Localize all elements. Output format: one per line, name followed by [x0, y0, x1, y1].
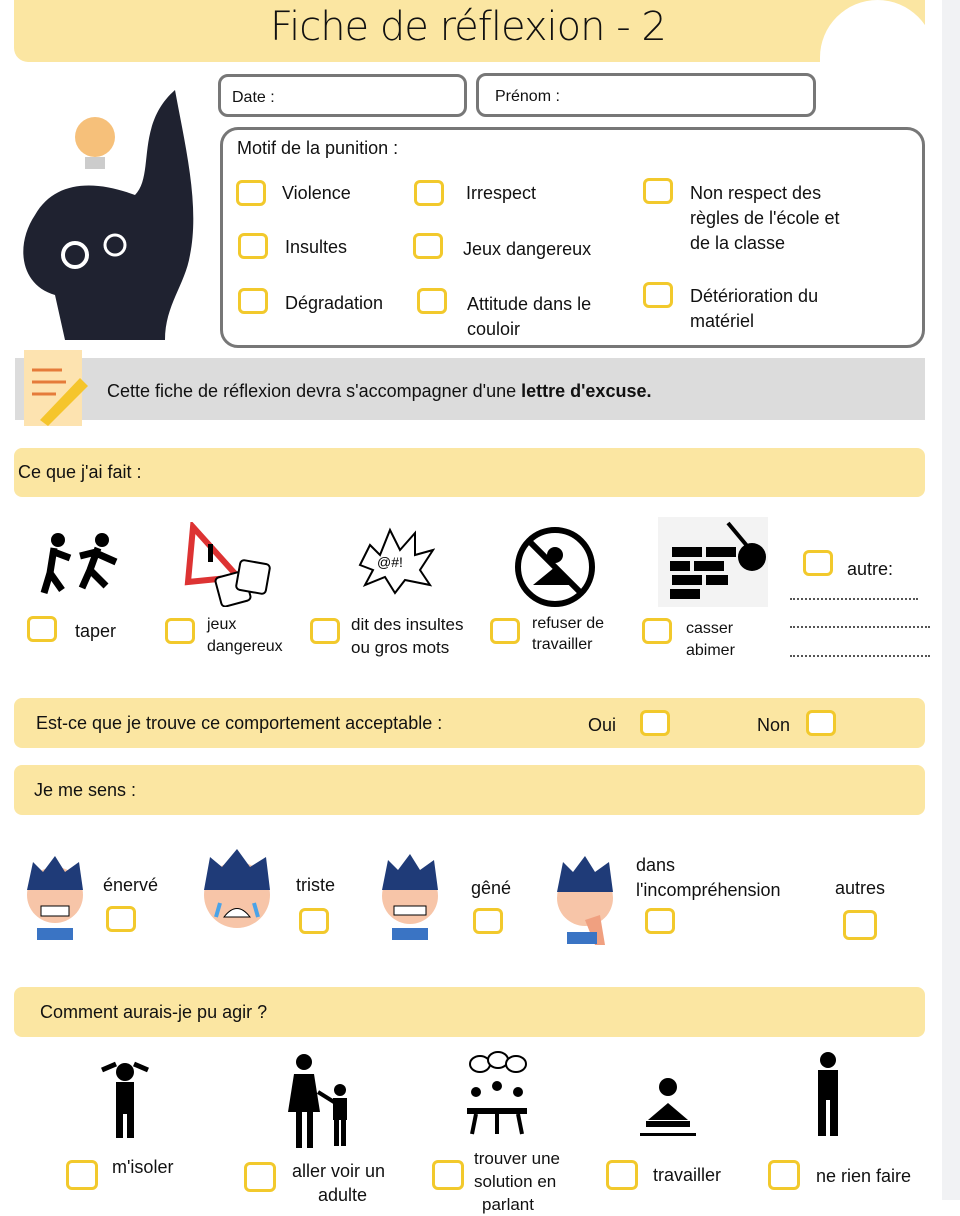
- option-taper: taper: [75, 621, 117, 641]
- option-insultes-1: dit des insultes: [351, 615, 464, 634]
- non-label: Non: [757, 715, 791, 735]
- feel-gene: gêné: [471, 878, 512, 898]
- checkbox-enerve[interactable]: [106, 906, 136, 932]
- autre-line-3[interactable]: [790, 655, 930, 657]
- act-isoler: m'isoler: [112, 1157, 174, 1177]
- checkbox-insultes-done[interactable]: [310, 618, 340, 644]
- act-title: Comment aurais-je pu agir ?: [40, 1001, 268, 1022]
- date-label: Date :: [232, 89, 275, 106]
- checkbox-autres-feel[interactable]: [843, 910, 877, 940]
- hitting-icon: [40, 528, 130, 598]
- option-insultes: Insultes: [285, 237, 348, 257]
- confused-face-icon: [545, 850, 625, 945]
- checkbox-adulte[interactable]: [244, 1162, 276, 1192]
- checkbox-gene[interactable]: [473, 908, 503, 934]
- option-jeux-dangereux: Jeux dangereux: [463, 239, 592, 259]
- page-title: Fiche de réflexion - 2: [270, 4, 666, 50]
- motif-label: Motif de la punition :: [237, 138, 399, 158]
- angry-face-icon: [15, 850, 95, 940]
- option-autre-done: autre:: [847, 559, 894, 579]
- checkbox-isoler[interactable]: [66, 1160, 98, 1190]
- sad-face-icon: [192, 845, 282, 945]
- act-travailler: travailler: [653, 1165, 722, 1185]
- checkbox-taper[interactable]: [27, 616, 57, 642]
- option-violence: Violence: [282, 183, 351, 203]
- option-refuser-2: travailler: [532, 636, 593, 653]
- checkbox-travailler[interactable]: [606, 1160, 638, 1190]
- feel-enerve: énervé: [103, 875, 159, 895]
- feel-title: Je me sens :: [34, 779, 137, 800]
- option-non-respect-1: Non respect des: [690, 183, 822, 203]
- option-refuser-1: refuser de: [532, 615, 605, 632]
- option-casser-2: abimer: [686, 642, 735, 659]
- isolated-person-icon: [98, 1060, 153, 1140]
- checkbox-violence[interactable]: [236, 180, 266, 206]
- act-solution-2: solution en: [474, 1172, 557, 1191]
- feel-incomprehension-1: dans: [636, 855, 676, 875]
- refuse-work-icon: [513, 525, 597, 609]
- checkbox-jeux[interactable]: [165, 618, 195, 644]
- working-person-icon: [638, 1075, 698, 1140]
- act-adulte-1: aller voir un: [292, 1161, 386, 1181]
- checkbox-casser[interactable]: [642, 618, 672, 644]
- acceptable-question: Est-ce que je trouve ce comportement acceptable :: [36, 712, 443, 733]
- standing-person-icon: [808, 1050, 848, 1140]
- autre-line-1[interactable]: [790, 598, 918, 600]
- notice-text-main: Cette fiche de réflexion devra s'accompagner d'une: [107, 381, 522, 401]
- notice-text-bold: lettre d'excuse.: [521, 381, 652, 401]
- checkbox-insultes[interactable]: [238, 233, 268, 259]
- checkbox-non-respect[interactable]: [643, 178, 673, 204]
- feel-incomprehension-2: l'incompréhension: [636, 880, 781, 900]
- breaking-wall-icon: [658, 517, 768, 607]
- embarrassed-face-icon: [370, 848, 450, 940]
- pencil-paper-icon: [20, 348, 90, 428]
- checkbox-degradation[interactable]: [238, 288, 268, 314]
- checkbox-non[interactable]: [806, 710, 836, 736]
- scrollbar[interactable]: [942, 0, 960, 1200]
- checkbox-jeux-dangereux[interactable]: [413, 233, 443, 259]
- option-insultes-2: ou gros mots: [351, 638, 450, 657]
- option-non-respect-2: règles de l'école et: [690, 208, 840, 228]
- checkbox-refuser[interactable]: [490, 618, 520, 644]
- checkbox-solution[interactable]: [432, 1160, 464, 1190]
- act-adulte-2: adulte: [318, 1185, 368, 1205]
- checkbox-deterioration[interactable]: [643, 282, 673, 308]
- oui-label: Oui: [588, 715, 617, 735]
- feel-bar: [14, 765, 925, 815]
- checkbox-triste[interactable]: [299, 908, 329, 934]
- act-solution-1: trouver une: [474, 1149, 560, 1168]
- option-casser-1: casser: [686, 620, 734, 637]
- notice-text: [107, 380, 651, 402]
- thinking-head-icon: [15, 85, 215, 340]
- section-done-bar: [14, 448, 925, 497]
- act-rien: ne rien faire: [816, 1166, 912, 1186]
- checkbox-oui[interactable]: [640, 710, 670, 736]
- checkbox-irrespect[interactable]: [414, 180, 444, 206]
- option-attitude-2: couloir: [467, 319, 521, 339]
- act-bar: [14, 987, 925, 1037]
- feel-autres: autres: [835, 878, 886, 898]
- checkbox-rien[interactable]: [768, 1160, 800, 1190]
- checkbox-attitude[interactable]: [417, 288, 447, 314]
- swearing-icon: [355, 525, 435, 595]
- option-deterioration-2: matériel: [690, 311, 755, 331]
- autre-line-2[interactable]: [790, 626, 930, 628]
- dangerous-games-icon: [183, 522, 273, 607]
- option-non-respect-3: de la classe: [690, 233, 786, 253]
- option-irrespect: Irrespect: [466, 183, 537, 203]
- adult-child-icon: [280, 1052, 360, 1150]
- checkbox-autre-done[interactable]: [803, 550, 833, 576]
- prenom-label: Prénom :: [495, 88, 560, 105]
- option-attitude-1: Attitude dans le: [467, 294, 592, 314]
- section-done-title: Ce que j'ai fait :: [18, 462, 142, 482]
- checkbox-incomprehension[interactable]: [645, 908, 675, 934]
- option-degradation: Dégradation: [285, 293, 384, 313]
- svg-text:@#!: @#!: [377, 554, 403, 570]
- option-jeux-2: dangereux: [207, 638, 283, 655]
- option-jeux-1: jeux: [207, 616, 237, 633]
- feel-triste: triste: [296, 875, 336, 895]
- option-deterioration-1: Détérioration du: [690, 286, 819, 306]
- discussion-icon: [462, 1050, 532, 1140]
- act-solution-3: parlant: [482, 1195, 534, 1214]
